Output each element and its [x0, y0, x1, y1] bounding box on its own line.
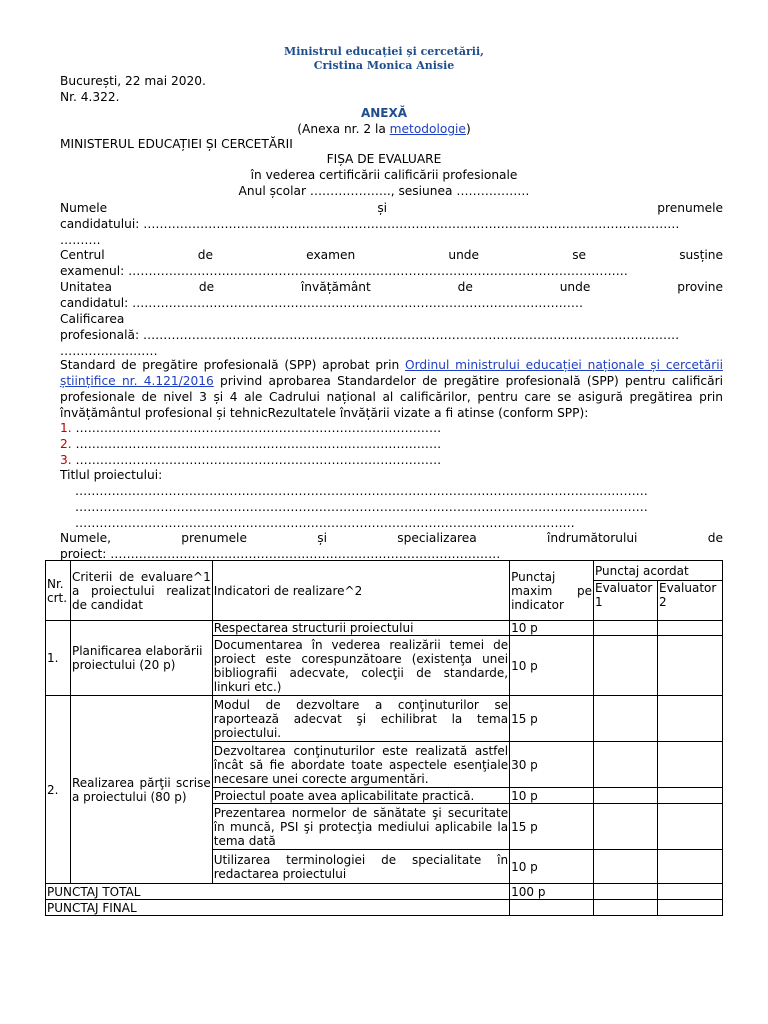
final-points[interactable]: [510, 900, 594, 916]
signatory-title: Ministrul educației și cercetării,: [284, 45, 484, 58]
outcome-1: [60, 420, 723, 436]
evaluator-2-score[interactable]: [657, 850, 722, 884]
outcome-dots: ………………………………………………………………………………: [71, 453, 442, 467]
indicator: Dezvoltarea conţinuturilor este realizată astfel încât să fie abordate toate aspectele esenţiale necesare unei corecte argumentări.: [213, 743, 509, 786]
header-evaluator-1: Evaluator 1: [594, 581, 658, 621]
indicator: Documentarea în vederea realizării temei de proiect este corespunzătoare (existenţa unei bibliografii adecvate, colecţii de standarde, linkuri etc.): [213, 637, 509, 694]
exam-center-field: examenul: ……………………………………………………………………………………………………………: [60, 264, 628, 278]
evaluator-1-score[interactable]: [594, 696, 658, 742]
max-points: 10 p: [510, 850, 594, 884]
exam-center-label: [60, 247, 723, 263]
spp-paragraph: [60, 357, 723, 421]
evaluator-2-total[interactable]: [657, 884, 722, 900]
indicator: Proiectul poate avea aplicabilitate practică.: [212, 788, 509, 804]
qualification-label: Calificarea: [60, 312, 125, 326]
spp-prefix: Standard de pregătire profesională (SPP) aprobat prin: [60, 358, 405, 372]
project-title-label: Titlul proiectului:: [60, 468, 163, 482]
header-evaluator-2: Evaluator 2: [657, 581, 722, 621]
section-1-nr: 1.: [46, 621, 71, 696]
evaluator-2-score[interactable]: [657, 788, 722, 804]
max-points: 30 p: [510, 742, 594, 788]
final-label: PUNCTAJ FINAL: [46, 900, 510, 916]
word: Numele,: [60, 531, 111, 545]
signatory-name: Cristina Monica Anisie: [313, 59, 455, 72]
candidate-name-field-cont: ……….: [60, 233, 101, 247]
evaluator-1-score[interactable]: [594, 788, 658, 804]
outcome-3: [60, 452, 723, 468]
total-label: PUNCTAJ TOTAL: [46, 884, 510, 900]
word: provine: [677, 280, 723, 294]
anexa-ref-suffix: ): [465, 122, 471, 136]
order-link[interactable]: Ordinul ministrului educației naționale și cercetării științifice nr. 4.121/2016: [60, 358, 723, 388]
project-title-dots-3: ……………………………………………………………………………………………………………: [75, 516, 575, 530]
table-row: [46, 621, 723, 636]
evaluator-2-score[interactable]: [657, 804, 722, 850]
evaluator-1-score[interactable]: [594, 621, 658, 636]
school-unit-label: [60, 279, 723, 295]
evaluator-1-score[interactable]: [594, 742, 658, 788]
indicator: Modul de dezvoltare a conţinuturilor se raportează adecvat şi echilibrat la tema proiectului.: [213, 697, 509, 740]
word: examen: [306, 248, 356, 262]
anexa-title: ANEXĂ: [360, 106, 408, 120]
max-points: 10 p: [510, 788, 594, 804]
final-row: [46, 900, 723, 916]
word: de: [457, 280, 473, 294]
word: Centrul: [60, 248, 105, 262]
section-2-criterion: Realizarea părţii scrise a proiectului (80 p): [70, 696, 212, 884]
outcome-number: 1.: [60, 421, 72, 435]
header-indicators: Indicatori de realizare^2: [212, 561, 509, 621]
ministry-name: MINISTERUL EDUCAȚIEI ȘI CERCETĂRII: [60, 137, 293, 151]
school-unit-field: candidatul: …………………………………………………………………………………………………: [60, 296, 584, 310]
max-points: 15 p: [510, 696, 594, 742]
word: și: [317, 531, 327, 545]
table-row: [46, 696, 723, 742]
methodology-link[interactable]: metodologie: [389, 122, 466, 136]
anexa-reference: [0, 121, 768, 137]
qualification-field-cont: ……………………: [60, 344, 158, 358]
indicator: Respectarea structurii proiectului: [212, 621, 509, 636]
outcome-dots: ………………………………………………………………………………: [71, 421, 442, 435]
outcome-number: 2.: [60, 437, 72, 451]
evaluator-2-score[interactable]: [657, 742, 722, 788]
evaluator-1-final[interactable]: [594, 900, 658, 916]
coordinator-field: proiect: ……………………………………………………………………………………: [60, 547, 501, 561]
word: unde: [559, 280, 591, 294]
document-number: Nr. 4.322.: [60, 90, 120, 104]
header-nr: Nr. crt.: [46, 561, 71, 621]
word: susține: [679, 248, 723, 262]
place-date: București, 22 mai 2020.: [60, 74, 206, 88]
evaluator-2-final[interactable]: [657, 900, 722, 916]
max-points: 10 p: [510, 636, 594, 696]
max-points: 10 p: [510, 621, 594, 636]
total-points: 100 p: [510, 884, 594, 900]
indicator: Prezentarea normelor de sănătate şi securitate în muncă, PSI şi protecţia mediului aplicabile la tema dată: [213, 805, 509, 848]
word: specializarea: [397, 531, 477, 545]
spp-suffix: privind aprobarea Standardelor de pregătire profesională (SPP) pentru calificări profesionale de nivel 3 și 4 ale Cadrului național al calificărilor, pentru care se asigură pregătirea prin învățământul profesional și tehnicRezultatele învățării vizate a fi atinse (conform SPP):: [60, 374, 724, 420]
evaluator-1-score[interactable]: [594, 804, 658, 850]
evaluator-1-total[interactable]: [594, 884, 658, 900]
word: de: [707, 531, 723, 545]
word: prenumele: [657, 201, 723, 215]
word: și: [377, 201, 388, 215]
school-year-line: Anul școlar ……………….., sesiunea ………………: [238, 184, 530, 198]
candidate-name-field: candidatului: ……………………………………………………………………………………………………………………: [60, 217, 680, 231]
word: se: [572, 248, 587, 262]
max-points: 15 p: [510, 804, 594, 850]
outcome-2: [60, 436, 723, 452]
evaluator-2-score[interactable]: [657, 696, 722, 742]
word: unde: [448, 248, 480, 262]
qualification-field: profesională: ……………………………………………………………………………………………………………………: [60, 328, 680, 342]
header-max-points: Punctaj maxim pe indicator: [510, 561, 594, 621]
total-row: [46, 884, 723, 900]
header-awarded: Punctaj acordat: [594, 561, 723, 581]
word: de: [198, 280, 215, 294]
evaluation-table: [45, 560, 723, 916]
project-title-dots-2: ……………………………………………………………………………………………………………………………: [75, 500, 648, 514]
header-criteria: Criterii de evaluare^1 a proiectului realizat de candidat: [70, 561, 212, 621]
word: de: [197, 248, 214, 262]
project-title-dots-1: ……………………………………………………………………………………………………………………………: [75, 484, 648, 498]
candidate-name-label: [60, 200, 723, 216]
form-title: FIȘA DE EVALUARE: [326, 152, 442, 166]
anexa-ref-prefix: (Anexa nr. 2 la: [297, 122, 390, 136]
outcome-number: 3.: [60, 453, 72, 467]
word: prenumele: [181, 531, 247, 545]
section-1-criterion: Planificarea elaborării proiectului (20 p): [70, 621, 212, 696]
evaluator-1-score[interactable]: [594, 636, 658, 696]
indicator: Utilizarea terminologiei de specialitate în redactarea proiectului: [212, 850, 509, 884]
outcome-dots: ………………………………………………………………………………: [71, 437, 442, 451]
word: Numele: [60, 201, 108, 215]
word: îndrumătorului: [547, 531, 638, 545]
word: Unitatea: [60, 280, 113, 294]
form-subtitle: în vederea certificării calificării profesionale: [250, 168, 518, 182]
evaluator-2-score[interactable]: [657, 636, 722, 696]
evaluator-2-score[interactable]: [657, 621, 722, 636]
evaluator-1-score[interactable]: [594, 850, 658, 884]
coordinator-label: [60, 530, 723, 546]
section-2-nr: 2.: [46, 696, 71, 884]
word: învățământ: [300, 280, 371, 294]
